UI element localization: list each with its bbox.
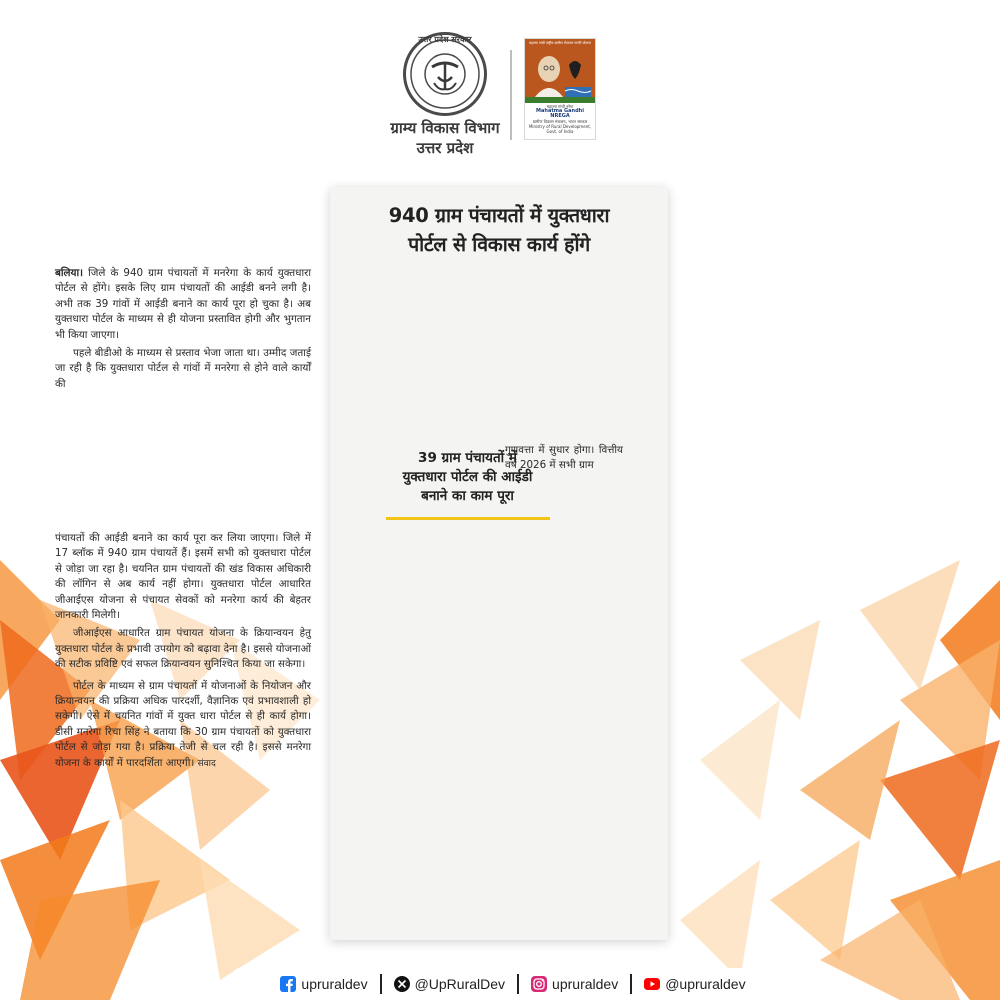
instagram-handle: upruraldev — [552, 976, 619, 992]
byline: संवाद — [197, 758, 216, 769]
mgnrega-logo — [524, 38, 596, 140]
ministry-hi: ग्रामीण विकास मंत्रालय, भारत सरकार — [532, 119, 588, 124]
pull-quote-line-2: युक्तधारा पोर्टल की आईडी — [402, 469, 533, 485]
facebook-icon — [280, 976, 296, 992]
mgnrega-name-en: Mahatma Gandhi NREGA — [536, 108, 584, 119]
youtube-handle: @upruraldev — [665, 976, 746, 992]
x-link[interactable] — [382, 976, 517, 992]
department-state: उत्तर प्रदेश — [416, 139, 474, 157]
facebook-link[interactable] — [268, 976, 379, 992]
x-icon — [394, 976, 410, 992]
pull-quote-line-1: 39 ग्राम पंचायतों में — [418, 450, 517, 466]
department-title: ग्राम्य विकास विभाग — [390, 119, 500, 137]
paragraph-1 — [55, 266, 311, 343]
social-footer — [232, 968, 794, 1000]
emblem-text: उत्तर प्रदेश सरकार — [418, 35, 472, 44]
headline-line-2: पोर्टल से विकास कार्य होंगे — [408, 233, 590, 256]
emblem-icon — [408, 37, 482, 111]
department-name — [370, 118, 520, 158]
pull-quote-underline — [386, 517, 550, 520]
ministry-en: Ministry of Rural Development, Govt. of India — [528, 124, 592, 134]
pull-quote-line-3: बनाने का काम पूरा — [421, 488, 514, 504]
dateline: बलिया। — [55, 267, 84, 279]
facebook-handle: upruraldev — [301, 976, 368, 992]
instagram-icon — [531, 976, 547, 992]
mgnrega-logo-art — [525, 39, 595, 103]
paragraph-2-bottom: पंचायतों की आईडी बनाने का कार्य पूरा कर लिया जाएगा। जिले में 17 ब्लॉक में 940 ग्राम पंचायतें हैं। इसमें सभी को युक्तधारा पोर्टल से जोड़ा जा रहा है। चयनित ग्राम पंचायतों की खंड विकास अधिकारी की लॉगिन से अब कार्य नहीं होगा। युक्तधारा पोर्टल आधारित जीआईएस योजना से पंचायत सेवकों को मनरेगा कार्य की बेहतर जानकारी मिलेगी। — [55, 532, 311, 622]
paragraph-3: जीआईएस आधारित ग्राम पंचायत योजना के क्रियान्वयन हेतु युक्तधारा पोर्टल के प्रभावी उपयोग को बढ़ावा देना है। इससे योजनाओं की सटीक प्रविष्टि एवं सफल क्रियान्वयन सुनिश्चित किया जा सकेगा। — [55, 627, 311, 671]
mgnrega-text — [525, 103, 595, 134]
paragraph-2-side: गुणवत्ता में सुधार होगा। वित्तीय वर्ष 2026 में सभी ग्राम — [505, 444, 623, 472]
paragraph-2-top: पहले बीडीओ के माध्यम से प्रस्ताव भेजा जाता था। उम्मीद जताई जा रही है कि युक्तधारा पोर्टल से गांवों में मनरेगा से होने वाले कार्यों की — [55, 347, 311, 390]
youtube-link[interactable] — [632, 976, 757, 992]
article-body-top — [55, 266, 311, 392]
x-handle: @UpRuralDev — [414, 976, 506, 992]
paragraph-4-text: पोर्टल के माध्यम से ग्राम पंचायतों में योजनाओं के नियोजन और क्रियान्वयन की प्रक्रिया अधिक पारदर्शी, वैज्ञानिक एवं प्रभावशाली हो सकेगी। ऐसे में चयनित गांवों में युक्त धारा पोर्टल से ही कार्य होगा। डीसी मनरेगा रिचा सिंह ने बताया कि 30 ग्राम पंचायतों को युक्तधारा पोर्टल से जोड़ा गया है। प्रक्रिया तेजी से चल रही है। इससे मनरेगा योजना के कार्यों में पारदर्शिता आएगी। — [55, 679, 311, 769]
paragraph-4 — [55, 679, 311, 772]
instagram-link[interactable] — [519, 976, 630, 992]
article-headline — [330, 201, 668, 259]
headline-line-1: 940 ग्राम पंचायतों में युक्तधारा — [388, 204, 610, 227]
youtube-icon — [644, 976, 660, 992]
paragraph-1-text: जिले के 940 ग्राम पंचायतों में मनरेगा के कार्य युक्तधारा पोर्टल से होंगे। इसके लिए ग्राम पंचायतों की आईडी बनने लगी है। अभी तक 39 गांवों में आईडी बनाने का कार्य पूरा हो चुका है। अब युक्तधारा पोर्टल के माध्यम से ही योजना प्रस्तावित होगी और भुगतान भी किया जाएगा। — [55, 267, 311, 341]
mgnrega-name-hi: महात्मा गांधी नरेगा — [546, 104, 574, 109]
gandhi-portrait-icon — [525, 47, 595, 103]
news-clipping — [330, 187, 668, 940]
header-divider — [510, 50, 512, 140]
article-body-bottom — [55, 531, 311, 772]
mgnrega-tagline: महात्मा गांधी राष्ट्रीय ग्रामीण रोजगार गारंटी योजना — [529, 41, 591, 45]
